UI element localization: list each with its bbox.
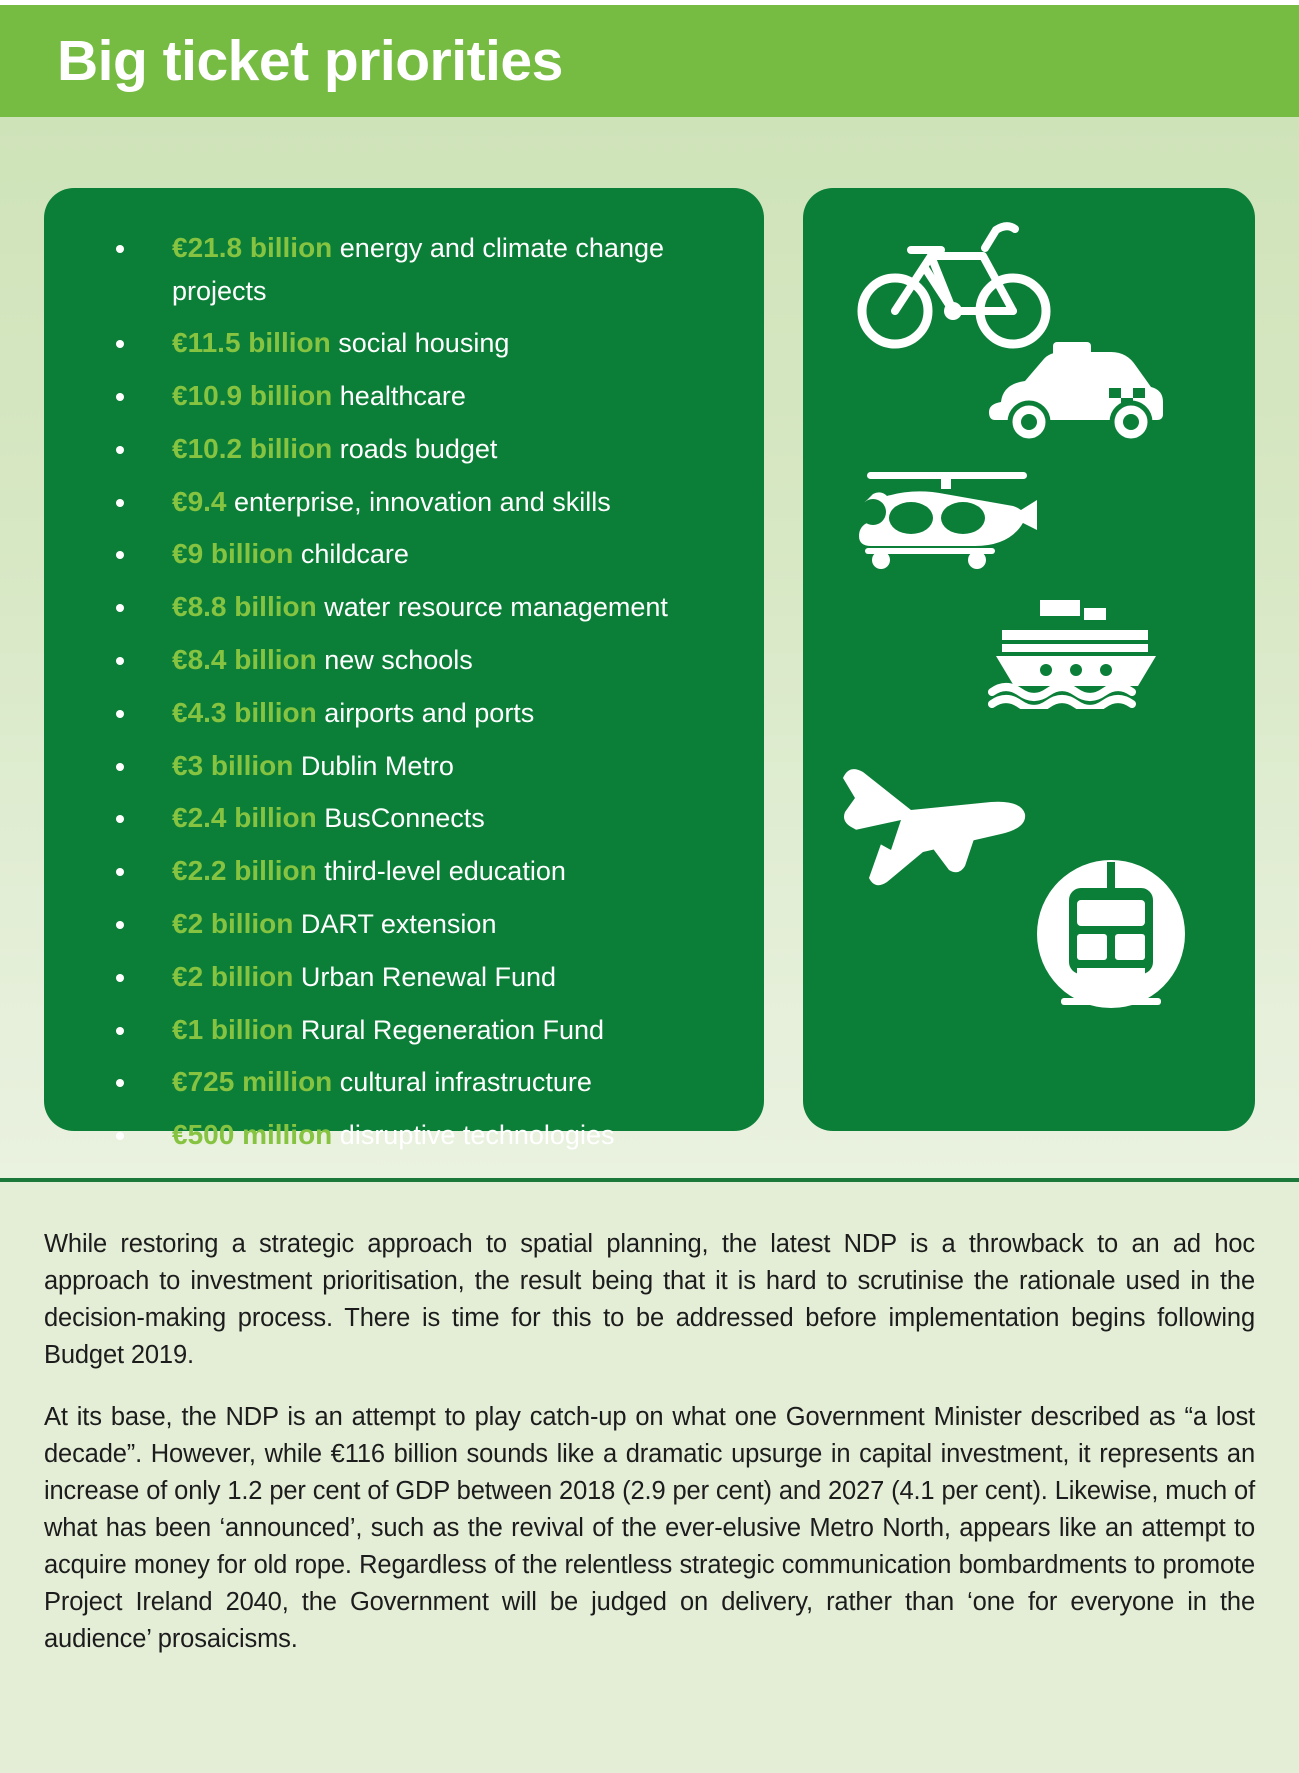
- priority-amount: €1 billion: [172, 1013, 294, 1045]
- list-item: [44, 585, 764, 629]
- priority-amount: €21.8 billion: [172, 232, 333, 263]
- priorities-card: [44, 188, 764, 1151]
- priority-amount: €8.4 billion: [172, 643, 317, 675]
- list-item: [44, 1113, 764, 1157]
- list-item: [44, 744, 764, 788]
- commentary-section: [0, 1182, 1299, 1773]
- list-item: [44, 849, 764, 893]
- priority-amount: €9.4: [172, 485, 227, 517]
- priority-amount: €10.9 billion: [172, 379, 333, 411]
- list-item: [44, 638, 764, 682]
- priority-amount: €9 billion: [172, 538, 294, 570]
- transport-icons-card: [803, 188, 1255, 1131]
- list-item: [44, 532, 764, 576]
- list-item: [44, 226, 764, 312]
- priority-description: enterprise, innovation and skills: [226, 486, 611, 517]
- priority-description: childcare: [293, 539, 409, 570]
- priority-amount: €10.2 billion: [172, 432, 333, 464]
- commentary-paragraph: While restoring a strategic approach to spatial planning, the latest NDP is a throwback to an ad hoc approach to investment prioritisation, the result being that it is hard to scrutinise the rationale used in the decision-making process. There is time for this to be addressed before implementation begins following Budget 2019.: [44, 1230, 1255, 1369]
- commentary-paragraph: At its base, the NDP is an attempt to play catch-up on what one Government Minister described as “a lost decade”. However, while €116 billion sounds like a dramatic upsurge in capital investment, it represents an increase of only 1.2 per cent of GDP between 2018 (2.9 per cent) and 2027 (4.1 per cent). Likewise, much of what has been ‘announced’, such as the revival of the ever-elusive Metro North, appears like an attempt to acquire money for old rope. Regardless of the relentless strategic communication bombardments to promote Project Ireland 2040, the Government will be judged on delivery, rather than ‘one for everyone in the audience’ prosaicisms.: [44, 1402, 1255, 1653]
- priority-description: healthcare: [332, 380, 466, 411]
- airplane-icon: [835, 758, 1035, 888]
- priority-description: roads budget: [332, 433, 498, 464]
- priority-amount: €3 billion: [172, 749, 294, 781]
- priority-amount: €11.5 billion: [172, 327, 331, 359]
- list-item: [44, 427, 764, 471]
- priority-description: water resource management: [316, 592, 668, 623]
- priority-amount: €500 million: [172, 1119, 333, 1151]
- list-item: [44, 691, 764, 735]
- bicycle-icon: [855, 218, 1055, 353]
- priority-description: energy and climate change projects: [172, 233, 664, 306]
- priority-description: new schools: [316, 644, 473, 675]
- list-item: [44, 321, 764, 365]
- page-title: Big ticket priorities: [57, 28, 563, 93]
- priority-amount: €2.4 billion: [172, 802, 317, 834]
- header-banner: [0, 5, 1299, 117]
- priorities-list: [44, 226, 764, 1166]
- priority-description: DART extension: [293, 909, 497, 939]
- list-item: [44, 902, 764, 946]
- list-item: [44, 480, 764, 524]
- priority-description: Urban Renewal Fund: [293, 961, 557, 992]
- priority-description: airports and ports: [316, 697, 535, 728]
- priority-description: BusConnects: [316, 803, 485, 834]
- ship-icon: [988, 594, 1163, 709]
- priority-amount: €2 billion: [172, 908, 294, 939]
- priority-description: Rural Regeneration Fund: [293, 1014, 605, 1045]
- priority-amount: €2.2 billion: [172, 855, 317, 887]
- helicopter-icon: [825, 460, 1040, 570]
- list-item: [44, 1060, 764, 1104]
- list-item: [44, 796, 764, 840]
- priority-description: third-level education: [316, 856, 566, 887]
- priority-description: disruptive technologies: [332, 1120, 615, 1151]
- list-item: [44, 1008, 764, 1052]
- priority-description: cultural infrastructure: [332, 1067, 592, 1098]
- list-item: [44, 955, 764, 999]
- priority-amount: €725 million: [172, 1066, 333, 1098]
- tram-icon: [1021, 848, 1201, 1028]
- priority-amount: €4.3 billion: [172, 696, 317, 728]
- list-item: [44, 374, 764, 418]
- priority-description: social housing: [330, 328, 510, 359]
- priority-description: Dublin Metro: [293, 750, 454, 781]
- priority-amount: €8.8 billion: [172, 591, 317, 623]
- priority-amount: €2 billion: [172, 960, 294, 992]
- taxi-icon: [981, 340, 1171, 445]
